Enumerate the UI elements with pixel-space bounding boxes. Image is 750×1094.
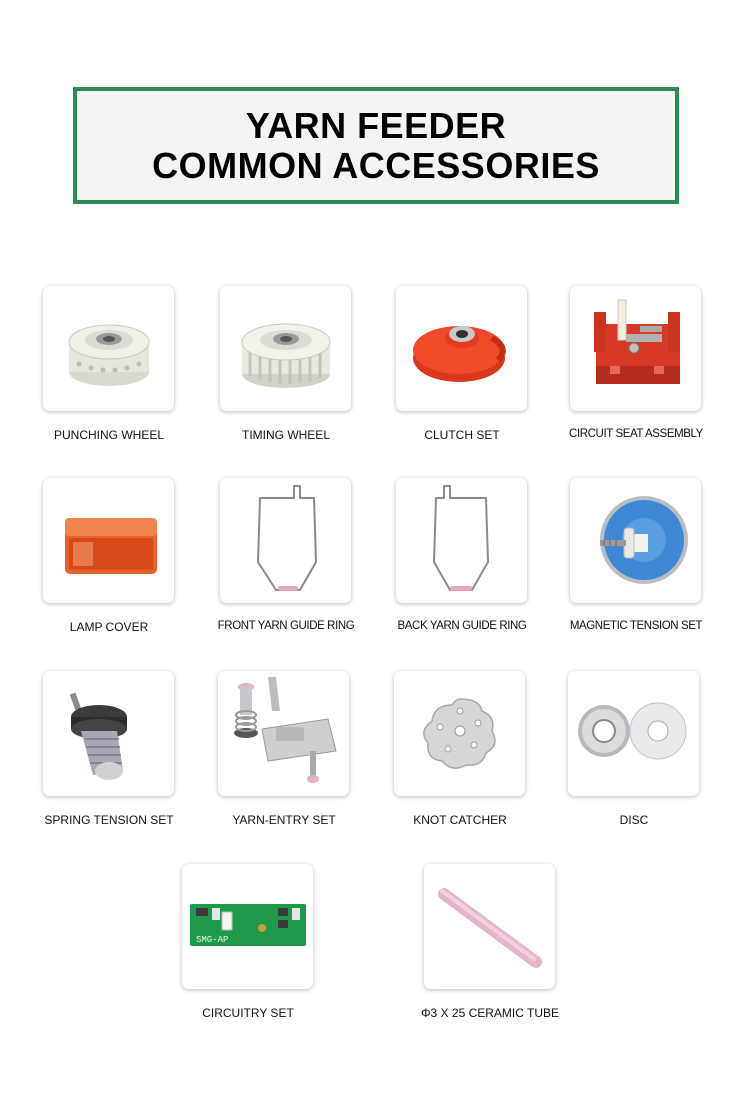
magnetic-tension-card[interactable] — [570, 478, 701, 603]
circuit-seat-image — [570, 286, 701, 411]
spring-tension-card[interactable] — [43, 671, 174, 796]
yarn-entry-card[interactable] — [218, 671, 349, 796]
knot-catcher-image — [394, 671, 525, 796]
ceramic-tube-card[interactable] — [424, 864, 555, 989]
label-clutch-set: CLUTCH SET — [424, 428, 500, 442]
title-line-2: COMMON ACCESSORIES — [152, 144, 600, 186]
clutch-set-card[interactable] — [396, 286, 527, 411]
label-knot-catcher: KNOT CATCHER — [413, 813, 507, 827]
spring-tension-image — [43, 671, 174, 796]
circuitry-set-card[interactable] — [182, 864, 313, 989]
label-timing-wheel: TIMING WHEEL — [241, 428, 330, 442]
label-back-yarn-guide-ring: BACK YARN GUIDE RING — [397, 620, 527, 632]
circuit-seat-card[interactable] — [570, 286, 701, 411]
label-yarn-entry-set: YARN-ENTRY SET — [232, 813, 336, 827]
pcb-text: SMG-AP — [196, 935, 229, 945]
lamp-cover-image — [43, 478, 174, 603]
timing-wheel-image — [220, 286, 351, 411]
label-punching-wheel: PUNCHING WHEEL — [53, 428, 164, 442]
knot-catcher-card[interactable] — [394, 671, 525, 796]
front-yarn-guide-ring-card[interactable] — [220, 478, 351, 603]
label-ceramic-tube: Φ3 X 25 CERAMIC TUBE — [420, 1006, 560, 1020]
timing-wheel-card[interactable] — [220, 286, 351, 411]
back-yarn-guide-ring-card[interactable] — [396, 478, 527, 603]
ceramic-tube-image — [424, 864, 555, 989]
label-circuit-seat-assembly: CIRCUIT SEAT ASSEMBLY — [569, 428, 703, 440]
lamp-cover-card[interactable] — [43, 478, 174, 603]
disc-image — [568, 671, 699, 796]
back-guide-ring-image — [396, 478, 527, 603]
punching-wheel-card[interactable] — [43, 286, 174, 411]
front-guide-ring-image — [220, 478, 351, 603]
label-disc: DISC — [619, 813, 649, 827]
label-magnetic-tension-set: MAGNETIC TENSION SET — [569, 620, 703, 632]
punching-wheel-image — [43, 286, 174, 411]
magnetic-tension-image — [570, 478, 701, 603]
clutch-set-image — [396, 286, 527, 411]
label-front-yarn-guide-ring: FRONT YARN GUIDE RING — [217, 620, 355, 632]
yarn-entry-image — [218, 671, 349, 796]
circuitry-set-image — [182, 864, 313, 989]
label-spring-tension-set: SPRING TENSION SET — [44, 813, 174, 827]
label-lamp-cover: LAMP COVER — [69, 620, 149, 634]
disc-card[interactable] — [568, 671, 699, 796]
label-circuitry-set: CIRCUITRY SET — [202, 1006, 294, 1020]
title-line-1: YARN FEEDER — [245, 104, 507, 146]
title-banner — [73, 87, 679, 204]
